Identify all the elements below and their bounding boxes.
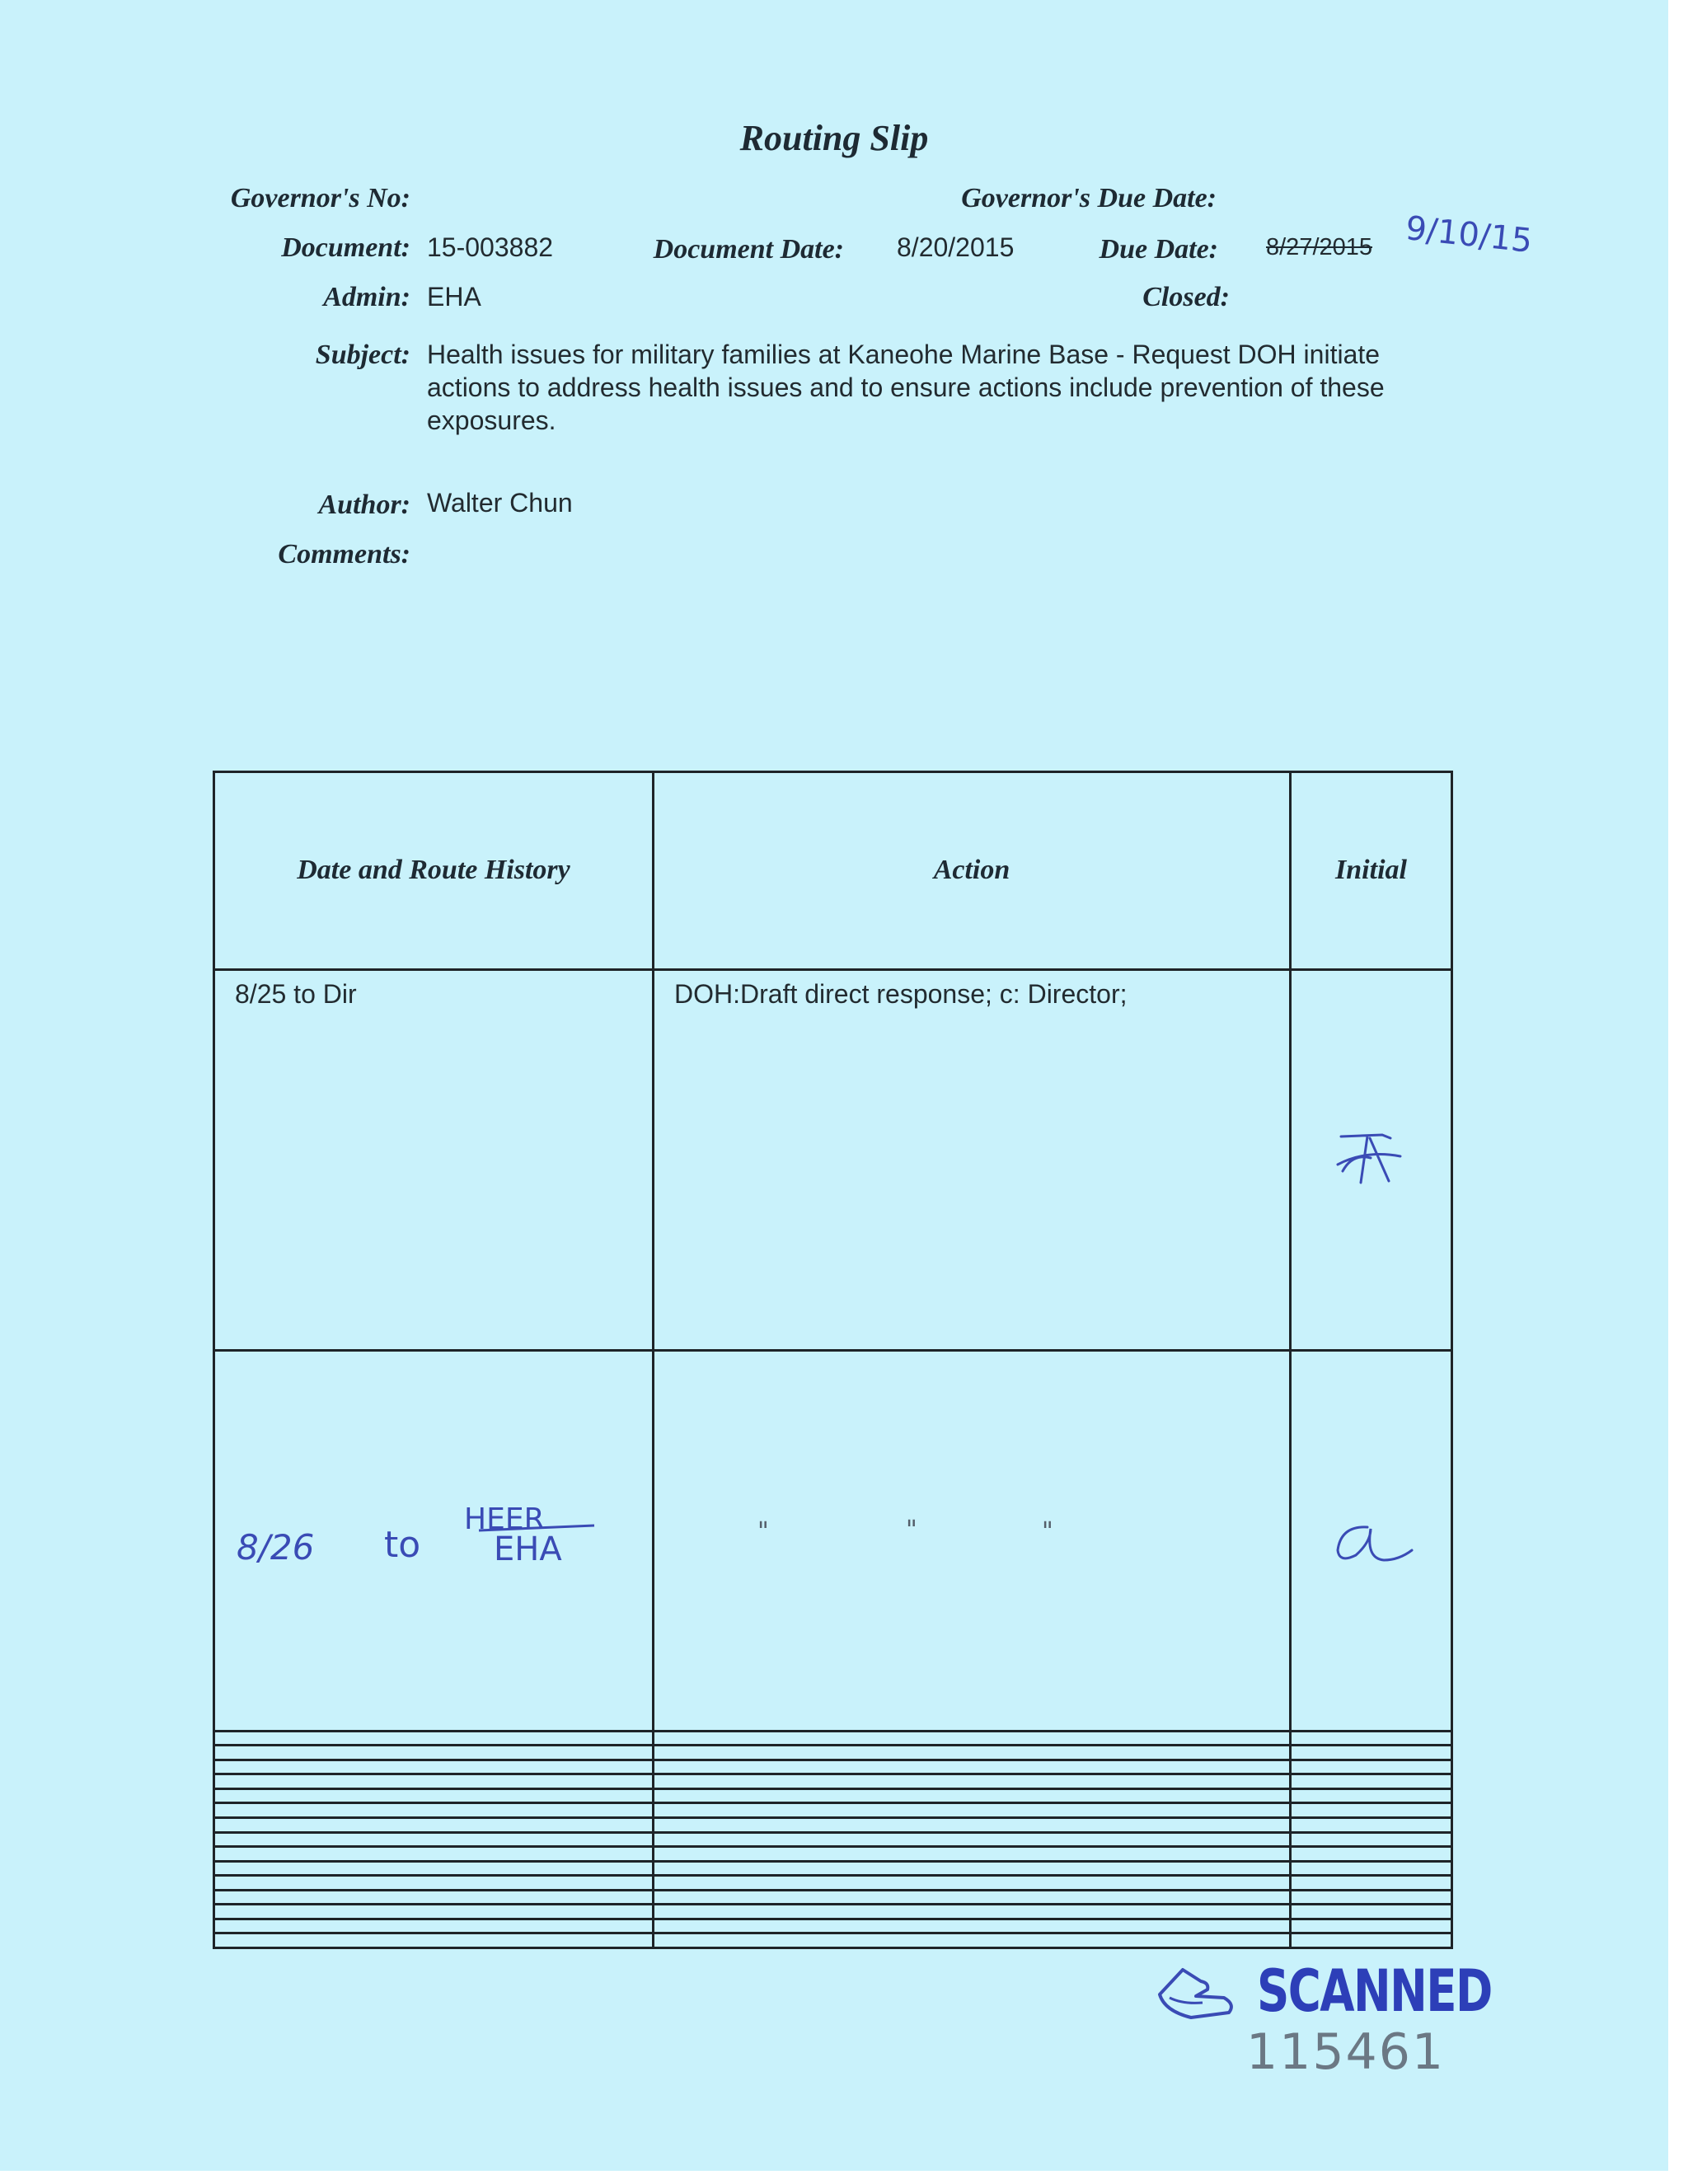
- scanned-stamp-number: 115461: [1246, 2023, 1446, 2081]
- admin-label: Admin:: [323, 282, 410, 312]
- row1-action: DOH:Draft direct response; c: Director;: [654, 969, 1291, 1350]
- document-number: 15-003882: [427, 232, 554, 262]
- header-action: Action: [654, 772, 1291, 970]
- table-row: [214, 1832, 1452, 1847]
- ditto-mark: ": [757, 1517, 769, 1547]
- row2-handwritten-new: HEER: [464, 1502, 545, 1537]
- table-row: [214, 1861, 1452, 1876]
- governors-due-date-label: Governor's Due Date:: [961, 183, 1217, 213]
- document-date-label: Document Date:: [653, 234, 844, 265]
- row1-initial: [1291, 969, 1452, 1350]
- scanned-stamp: SCANNED: [1257, 1957, 1492, 2025]
- table-header-row: [214, 772, 1452, 970]
- initial-signature-icon: [1292, 1128, 1448, 1191]
- initial-signature-icon: [1292, 1509, 1448, 1572]
- closed-label: Closed:: [1142, 282, 1230, 312]
- table-row: [214, 1890, 1452, 1905]
- row2-handwritten-to: to: [384, 1524, 421, 1567]
- scanned-stamp-hand-icon: [1150, 1961, 1240, 2027]
- table-row: [214, 1350, 1452, 1731]
- due-date-struck-value: 8/27/2015: [1266, 234, 1373, 260]
- due-date-label: Due Date:: [1099, 234, 1218, 265]
- subject-label: Subject:: [315, 340, 410, 370]
- row2-handwritten-struck: EHA: [494, 1530, 562, 1569]
- table-row: [214, 1847, 1452, 1862]
- table-row: [214, 1876, 1452, 1891]
- admin-value: EHA: [427, 282, 481, 312]
- subject-text: Health issues for military families at Kaneohe Marine Base - Request DOH initiate actions to address health issues and to ensure actions include prevention of these exposures.: [427, 340, 1385, 435]
- comments-label: Comments:: [278, 539, 410, 569]
- page-title: Routing Slip: [739, 118, 929, 158]
- document-label: Document:: [281, 232, 410, 263]
- row2-initial: [1291, 1350, 1452, 1731]
- row2-history: [214, 1350, 654, 1731]
- due-date-handwritten: 9/10/15: [1404, 209, 1535, 260]
- table-row: [214, 1746, 1452, 1760]
- author-value: Walter Chun: [427, 488, 573, 518]
- governors-no-label: Governor's No:: [230, 183, 410, 213]
- table-row: [214, 1933, 1452, 1948]
- author-label: Author:: [318, 490, 410, 520]
- table-row: [214, 1760, 1452, 1774]
- table-row: [214, 1818, 1452, 1833]
- table-row: [214, 1788, 1452, 1803]
- header-initial: Initial: [1291, 772, 1452, 970]
- document-date-value: 8/20/2015: [897, 232, 1015, 262]
- header-date-route-history: Date and Route History: [214, 772, 654, 970]
- strike-through-icon: [471, 1512, 603, 1545]
- ditto-mark: ": [906, 1516, 917, 1545]
- ditto-mark: ": [1042, 1517, 1053, 1547]
- row1-history: 8/25 to Dir: [214, 969, 654, 1350]
- table-row: [214, 1774, 1452, 1789]
- row2-action: [654, 1350, 1291, 1731]
- table-row: [214, 969, 1452, 1350]
- table-row: [214, 1919, 1452, 1933]
- route-history-table: [213, 771, 1453, 1949]
- table-row: [214, 1905, 1452, 1919]
- table-row: [214, 1803, 1452, 1818]
- table-row: [214, 1731, 1452, 1746]
- row2-handwritten-date: 8/26: [237, 1527, 315, 1568]
